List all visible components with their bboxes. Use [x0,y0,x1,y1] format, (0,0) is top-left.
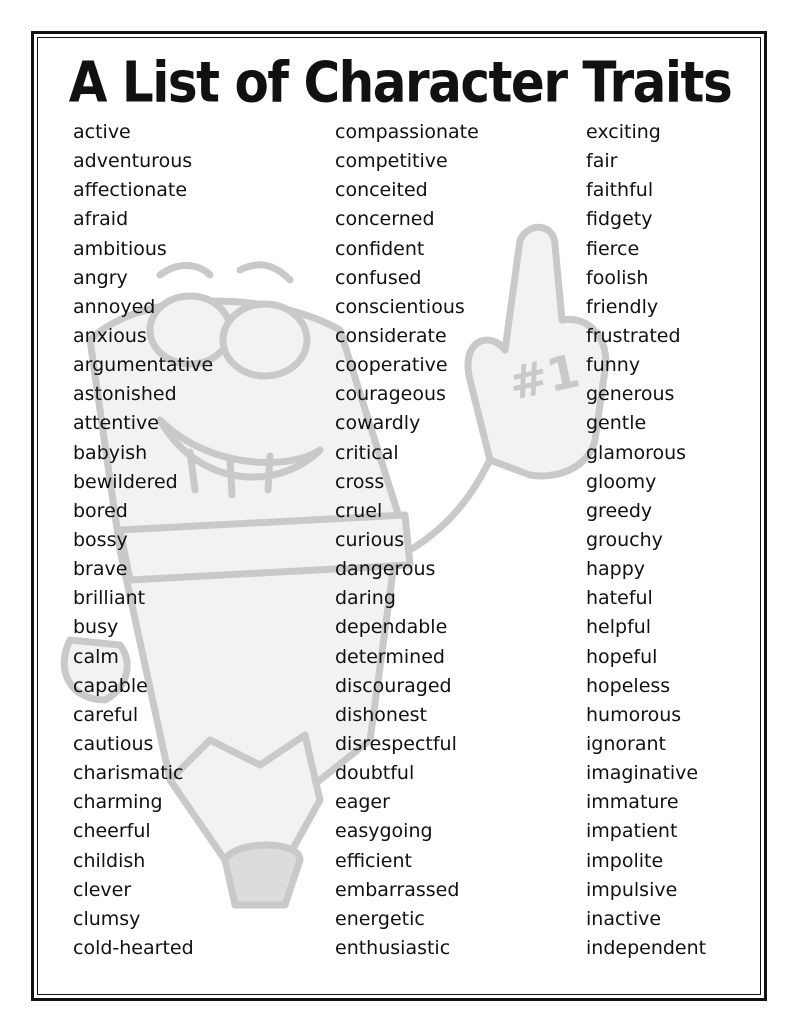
trait-item: afraid [73,208,129,231]
trait-item: careful [73,703,139,726]
trait-item: glamorous [586,441,687,464]
trait-item: hopeful [586,645,658,668]
trait-item: ignorant [586,732,666,755]
trait-item: conscientious [335,295,465,318]
trait-item: humorous [586,703,682,726]
trait-item: discouraged [335,674,452,697]
trait-item: inactive [586,907,662,930]
trait-item: cooperative [335,354,448,377]
trait-item: ambitious [73,237,167,260]
trait-item: energetic [335,907,425,930]
trait-item: calm [73,645,119,668]
trait-item: confused [335,266,422,289]
trait-item: courageous [335,383,446,406]
trait-item: enthusiastic [335,936,451,959]
trait-item: cold-hearted [73,936,194,959]
trait-item: impatient [586,820,678,843]
traits-column-3 [586,118,706,963]
page-title: A List of Character Traits [68,50,732,115]
trait-item: funny [586,354,641,377]
trait-item: efficient [335,849,412,872]
trait-item: capable [73,674,148,697]
trait-item: disrespectful [335,732,457,755]
glove-number-label: #1 [504,343,585,411]
trait-item: helpful [586,616,652,639]
trait-item: determined [335,645,445,668]
trait-item: critical [335,441,399,464]
trait-item: impulsive [586,878,678,901]
trait-item: generous [586,383,675,406]
trait-item: faithful [586,179,654,202]
trait-item: attentive [73,412,159,435]
trait-item: gloomy [586,470,657,493]
trait-item: easygoing [335,820,433,843]
trait-item: cruel [335,499,383,522]
traits-column-2 [335,118,479,963]
trait-item: cautious [73,732,154,755]
trait-item: bored [73,499,128,522]
trait-item: compassionate [335,121,479,143]
trait-item: considerate [335,324,447,347]
trait-item: affectionate [73,179,188,202]
trait-item: cowardly [335,412,421,435]
trait-item: confident [335,237,425,260]
trait-item: dishonest [335,703,427,726]
trait-item: cheerful [73,820,151,843]
trait-item: exciting [586,121,661,143]
trait-item: angry [73,266,128,289]
trait-item: argumentative [73,354,214,377]
trait-item: eager [335,791,390,814]
trait-item: active [73,121,131,143]
trait-item: cross [335,470,385,493]
trait-item: competitive [335,150,448,173]
trait-item: independent [586,936,707,959]
trait-item: foolish [586,266,649,289]
trait-item: brilliant [73,587,146,610]
trait-item: adventurous [73,150,193,173]
trait-item: fidgety [586,208,653,231]
trait-item: annoyed [73,295,156,318]
trait-item: childish [73,849,146,872]
trait-item: clever [73,878,132,901]
trait-item: clumsy [73,907,141,930]
trait-item: dependable [335,616,448,639]
trait-item: bossy [73,528,128,551]
trait-item: dangerous [335,558,436,581]
trait-item: astonished [73,383,177,406]
trait-item: embarrassed [335,878,460,901]
trait-item: doubtful [335,762,415,785]
trait-item: fair [586,150,618,173]
trait-item: impolite [586,849,664,872]
trait-item: charming [73,791,163,814]
trait-item: fierce [586,237,640,260]
trait-item: conceited [335,179,428,202]
trait-item: friendly [586,295,659,318]
trait-item: grouchy [586,528,663,551]
trait-item: greedy [586,499,653,522]
trait-item: imaginative [586,762,699,785]
traits-column-1 [73,118,213,963]
trait-item: happy [586,558,646,581]
trait-item: gentle [586,412,647,435]
trait-item: busy [73,616,119,639]
trait-item: frustrated [586,324,681,347]
trait-item: brave [73,558,128,581]
trait-item: curious [335,528,405,551]
trait-item: charismatic [73,762,184,785]
trait-item: hateful [586,587,653,610]
trait-item: babyish [73,441,148,464]
trait-item: immature [586,791,679,814]
trait-item: concerned [335,208,435,231]
trait-item: hopeless [586,674,671,697]
trait-item: anxious [73,324,147,347]
trait-item: bewildered [73,470,178,493]
trait-item: daring [335,587,396,610]
